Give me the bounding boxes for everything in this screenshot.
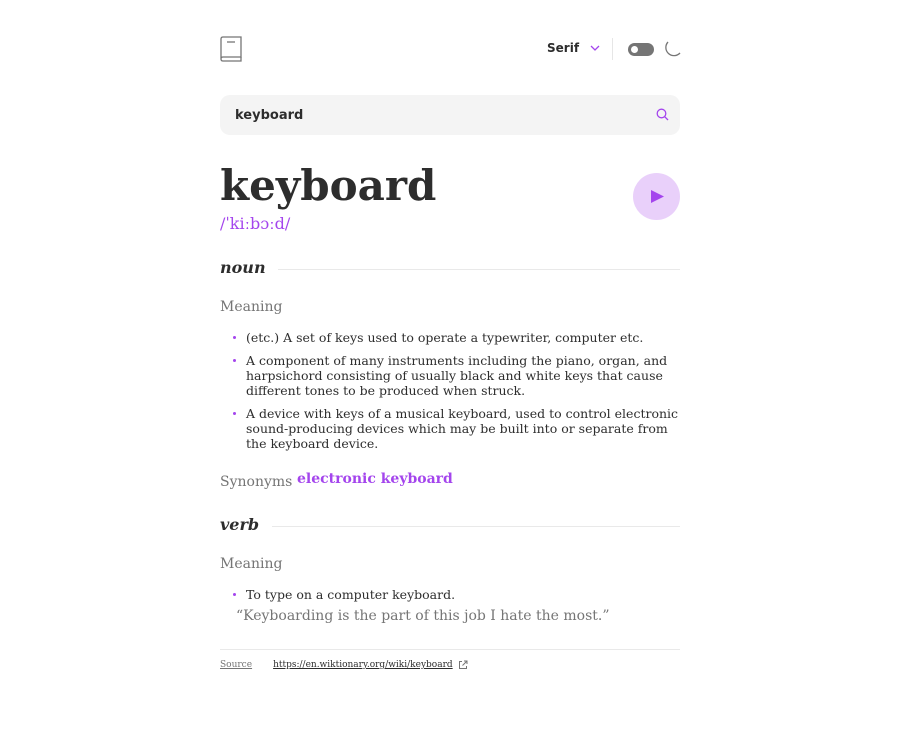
definition-item: (etc.) A set of keys used to operate a typewriter, computer etc. — [220, 330, 680, 345]
play-audio-button[interactable] — [633, 173, 680, 220]
example-sentence: “Keyboarding is the part of this job I hate the most.” — [236, 608, 610, 624]
phonetic: /ˈkiːbɔːd/ — [220, 214, 291, 233]
pos-divider — [272, 526, 680, 527]
pos-divider — [278, 269, 680, 270]
toggle-knob — [631, 46, 638, 53]
header — [220, 34, 680, 64]
moon-icon — [665, 40, 681, 58]
meaning-heading: Meaning — [220, 556, 283, 572]
chevron-down-icon — [589, 44, 601, 52]
synonyms-row — [220, 471, 453, 490]
meaning-heading: Meaning — [220, 299, 283, 315]
search-icon[interactable] — [656, 108, 669, 121]
synonyms-label: Synonyms — [220, 474, 293, 490]
definition-item: To type on a computer keyboard. — [220, 587, 680, 602]
pos-noun — [220, 258, 680, 278]
source-label: Source — [220, 660, 253, 670]
font-select-label: Serif — [547, 41, 580, 55]
book-icon[interactable] — [220, 36, 242, 62]
external-link-icon[interactable] — [458, 660, 468, 670]
source-link[interactable]: https://en.wiktionary.org/wiki/keyboard — [273, 660, 453, 670]
header-divider — [612, 38, 613, 60]
font-select[interactable] — [547, 41, 601, 55]
definition-item: A component of many instruments including the piano, organ, and harpsichord consisting of usually black and white keys that cause different tones to be produced when struck. — [220, 353, 680, 398]
pos-label: noun — [220, 258, 266, 277]
source — [220, 660, 468, 670]
pos-verb — [220, 515, 680, 535]
definition-item: A device with keys of a musical keyboard, used to control electronic sound-producing devices which may be built into or separate from the keyboard device. — [220, 406, 680, 451]
word-title: keyboard — [220, 161, 437, 210]
search-bar — [220, 95, 680, 135]
search-input[interactable] — [235, 95, 635, 135]
footer-divider — [220, 649, 680, 650]
definition-list — [220, 330, 680, 459]
play-icon — [651, 190, 664, 203]
synonym-link[interactable]: electronic keyboard — [297, 471, 453, 487]
theme-toggle[interactable] — [628, 43, 654, 56]
definition-list — [220, 587, 680, 610]
pos-label: verb — [220, 515, 260, 534]
